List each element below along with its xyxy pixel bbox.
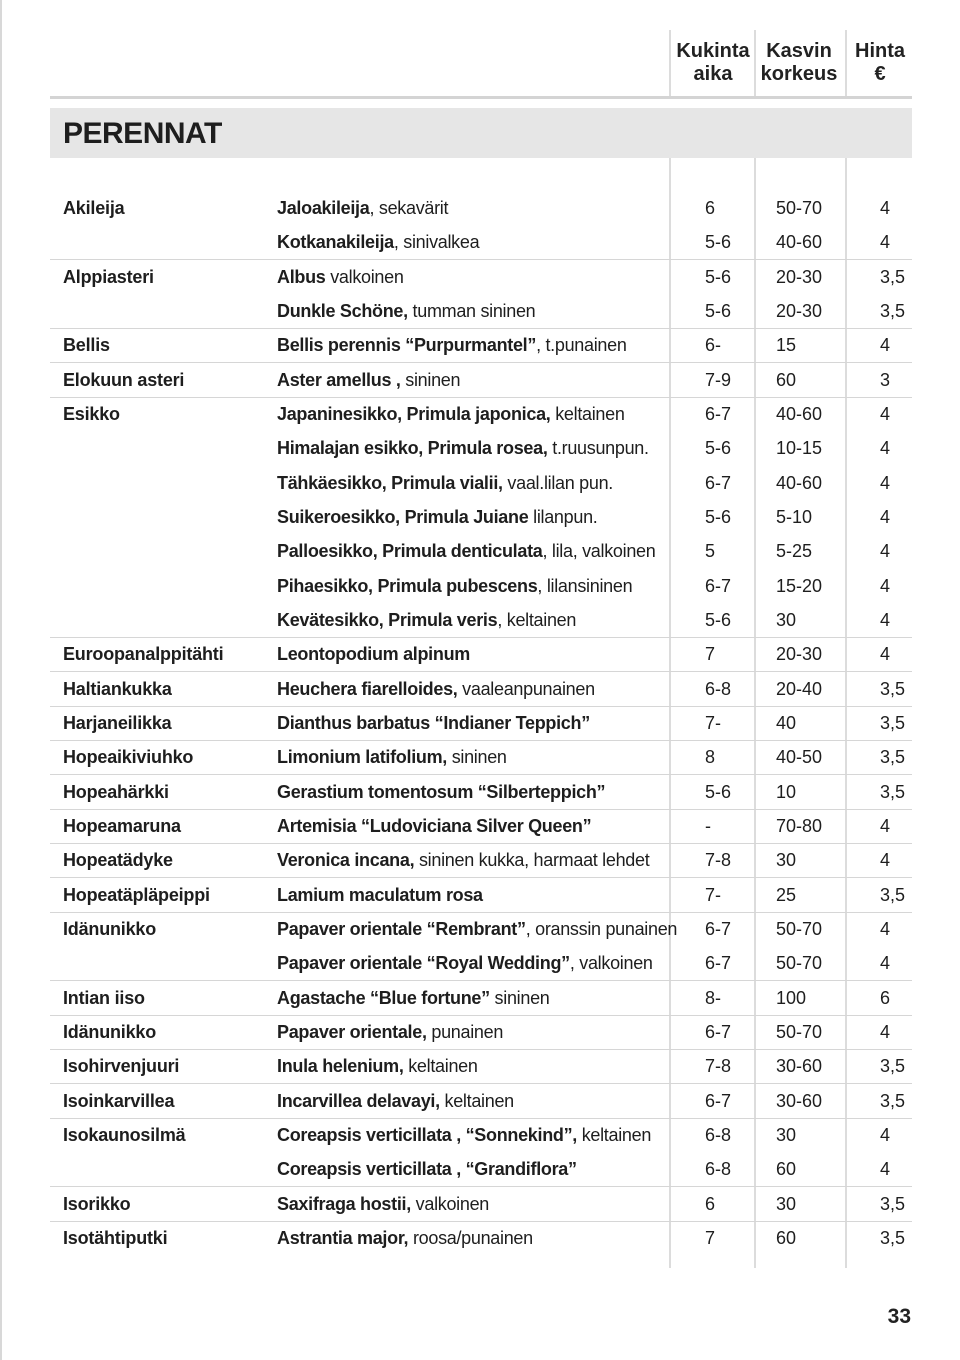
plant-height: 25 xyxy=(776,884,797,905)
plant-common-name: Elokuun asteri xyxy=(63,369,185,390)
plant-height: 40-50 xyxy=(776,747,823,768)
plant-variety: Dunkle Schöne, xyxy=(277,300,408,321)
price: 4 xyxy=(880,1124,891,1145)
plant-height: 15-20 xyxy=(776,575,823,596)
plant-variety: Gerastium tomentosum “Silberteppich” xyxy=(277,781,606,802)
bloom-time: 8 xyxy=(705,747,716,768)
price: 4 xyxy=(880,232,891,253)
plant-variety: Artemisia “Ludoviciana Silver Queen” xyxy=(277,815,592,836)
bloom-time: 5-6 xyxy=(705,438,732,459)
plant-common-name: Alppiasteri xyxy=(63,266,154,287)
plant-description xyxy=(277,225,479,259)
table-row xyxy=(50,878,912,913)
price: 4 xyxy=(880,1159,891,1180)
price: 4 xyxy=(880,403,891,424)
plant-description xyxy=(277,1221,533,1255)
price: 3,5 xyxy=(880,678,906,699)
column-header-height-line1: Kasvin xyxy=(766,40,832,62)
bloom-time: 6-7 xyxy=(705,1021,732,1042)
plant-variety: Palloesikko, Primula denticulata xyxy=(277,541,543,562)
plant-common-name: Hopeatäpläpeippi xyxy=(63,884,210,905)
plant-variety: Papaver orientale, xyxy=(277,1021,427,1042)
plant-description xyxy=(277,775,605,809)
plant-height: 60 xyxy=(776,1159,797,1180)
plant-detail: vaal.lilan pun. xyxy=(502,472,613,493)
table-row xyxy=(50,191,912,225)
plant-description xyxy=(277,397,625,431)
price: 3,5 xyxy=(880,300,906,321)
price: 3,5 xyxy=(880,712,906,733)
plant-common-name: Euroopanalppitähti xyxy=(63,644,224,665)
plant-variety: Aster amellus , xyxy=(277,369,401,390)
plant-height: 60 xyxy=(776,369,797,390)
bloom-time: 6 xyxy=(705,1193,716,1214)
plant-description xyxy=(277,981,550,1015)
table-row xyxy=(50,1049,912,1084)
plant-common-name: Isohirvenjuuri xyxy=(63,1056,180,1077)
plant-description xyxy=(277,328,627,362)
plant-variety: Saxifraga hostii, xyxy=(277,1193,411,1214)
plant-common-name: Isoinkarvillea xyxy=(63,1090,175,1111)
plant-height: 100 xyxy=(776,987,807,1008)
bloom-time: 6-8 xyxy=(705,1124,732,1145)
price: 3,5 xyxy=(880,884,906,905)
plant-height: 30-60 xyxy=(776,1056,823,1077)
price: 4 xyxy=(880,1021,891,1042)
table-row xyxy=(50,912,912,946)
plant-description xyxy=(277,740,507,774)
plant-common-name: Idänunikko xyxy=(63,1021,157,1042)
plant-variety: Veronica incana, xyxy=(277,850,415,871)
table-row xyxy=(50,981,912,1016)
plant-variety: Kotkanakileija xyxy=(277,232,394,253)
plant-detail: , sekavärit xyxy=(369,198,449,218)
bloom-time: 5-6 xyxy=(705,506,732,527)
section-title: PERENNAT xyxy=(63,117,222,150)
bloom-time: 6-8 xyxy=(705,1159,732,1180)
table-row xyxy=(50,363,912,398)
plant-common-name: Bellis xyxy=(63,335,110,356)
plant-variety: Papaver orientale “Royal Wedding” xyxy=(277,953,570,974)
plant-height: 30 xyxy=(776,1124,797,1145)
price: 4 xyxy=(880,335,891,356)
price: 3,5 xyxy=(880,1090,906,1111)
price: 4 xyxy=(880,472,891,493)
column-header-price xyxy=(846,40,914,86)
price: 4 xyxy=(880,506,891,527)
plant-detail: , lilansininen xyxy=(537,575,633,596)
plant-detail: valkoinen xyxy=(410,1193,490,1214)
plant-description xyxy=(277,946,653,980)
plant-description xyxy=(277,706,590,740)
bloom-time: 7 xyxy=(705,644,716,665)
plant-description xyxy=(277,1187,489,1221)
table-row xyxy=(50,706,912,741)
table-row xyxy=(50,946,912,981)
plant-height: 20-30 xyxy=(776,644,823,665)
table-row xyxy=(50,466,912,500)
page-number: 33 xyxy=(887,1305,911,1328)
plant-description xyxy=(277,1015,503,1049)
bloom-time: - xyxy=(705,815,711,836)
plant-description xyxy=(277,569,632,603)
plant-detail: , valkoinen xyxy=(569,953,653,974)
bloom-time: 6-7 xyxy=(705,472,732,493)
plant-description xyxy=(277,809,591,843)
plant-common-name: Isokaunosilmä xyxy=(63,1124,186,1145)
bloom-time: 8- xyxy=(705,987,722,1008)
plant-detail: roosa/punainen xyxy=(408,1227,533,1248)
plant-height: 20-30 xyxy=(776,300,823,321)
plant-description xyxy=(277,260,404,294)
plant-description xyxy=(277,878,483,912)
plant-detail: valkoinen xyxy=(325,266,404,287)
bloom-time: 6- xyxy=(705,335,722,356)
plant-description xyxy=(277,912,677,946)
table-row xyxy=(50,1084,912,1119)
plant-common-name: Intian iiso xyxy=(63,987,145,1008)
plant-description xyxy=(277,534,655,568)
plant-variety: Astrantia major, xyxy=(277,1227,409,1248)
table-row xyxy=(50,637,912,672)
bloom-time: 7- xyxy=(705,884,722,905)
plant-description xyxy=(277,500,597,534)
bloom-time: 6-7 xyxy=(705,953,732,974)
plant-height: 50-70 xyxy=(776,953,823,974)
price: 3,5 xyxy=(880,1227,906,1248)
price: 4 xyxy=(880,438,891,459)
price: 4 xyxy=(880,850,891,871)
plant-height: 20-30 xyxy=(776,266,823,287)
bloom-time: 5-6 xyxy=(705,266,732,287)
plant-variety: Coreapsis verticillata , “Grandiflora” xyxy=(277,1159,577,1180)
plant-variety: Suikeroesikko, Primula Juiane xyxy=(277,506,529,527)
plant-height: 5-10 xyxy=(776,506,813,527)
plant-height: 5-25 xyxy=(776,541,813,562)
plant-height: 30 xyxy=(776,609,797,630)
price: 6 xyxy=(880,987,891,1008)
plant-common-name: Akileija xyxy=(63,198,125,218)
plant-detail: keltainen xyxy=(577,1124,652,1145)
plant-detail: , t.punainen xyxy=(536,335,627,356)
plant-detail: sininen xyxy=(400,369,461,390)
plant-height: 10 xyxy=(776,781,797,802)
plant-description xyxy=(277,1049,478,1083)
plant-common-name: Haltiankukka xyxy=(63,678,172,699)
plant-detail: sininen xyxy=(489,987,550,1008)
plant-detail: , oranssin punainen xyxy=(525,918,678,939)
plant-common-name: Hopeamaruna xyxy=(63,815,181,836)
plant-common-name: Hopeatädyke xyxy=(63,850,173,871)
column-header-price-line1: Hinta xyxy=(855,40,905,62)
bloom-time: 5-6 xyxy=(705,609,732,630)
plant-height: 20-40 xyxy=(776,678,823,699)
plant-detail: tumman sininen xyxy=(407,300,536,321)
bloom-time: 6-7 xyxy=(705,918,732,939)
plant-variety: Limonium latifolium, xyxy=(277,747,447,768)
price: 4 xyxy=(880,815,891,836)
bloom-time: 6 xyxy=(705,198,716,218)
plant-description xyxy=(277,1084,514,1118)
plant-detail: , lila, valkoinen xyxy=(542,541,656,562)
bloom-time: 5-6 xyxy=(705,232,732,253)
table-row xyxy=(50,1152,912,1187)
plant-description xyxy=(277,294,535,328)
price: 4 xyxy=(880,575,891,596)
plant-detail: t.ruusunpun. xyxy=(547,438,649,459)
column-header-bloom-line1: Kukinta xyxy=(676,40,750,62)
plant-variety: Jaloakileija xyxy=(277,198,370,218)
plant-common-name: Isotähtiputki xyxy=(63,1227,168,1248)
bloom-time: 7-8 xyxy=(705,1056,732,1077)
plant-variety: Inula helenium, xyxy=(277,1056,404,1077)
plant-height: 50-70 xyxy=(776,1021,823,1042)
bloom-time: 5-6 xyxy=(705,781,732,802)
page-edge xyxy=(0,0,2,1360)
plant-detail: keltainen xyxy=(550,403,625,424)
plant-common-name: Esikko xyxy=(63,403,120,424)
plant-height: 70-80 xyxy=(776,815,823,836)
plant-variety: Coreapsis verticillata , “Sonnekind”, xyxy=(277,1124,577,1145)
plant-detail: punainen xyxy=(426,1021,504,1042)
plant-detail: keltainen xyxy=(439,1090,514,1111)
price: 3,5 xyxy=(880,1056,906,1077)
table-row xyxy=(50,843,912,878)
plant-description xyxy=(277,363,460,397)
price: 4 xyxy=(880,541,891,562)
plant-detail: vaaleanpunainen xyxy=(457,678,595,699)
plant-description xyxy=(277,672,595,706)
table-row xyxy=(50,672,912,707)
table-row xyxy=(50,603,912,638)
column-header-height-line2: korkeus xyxy=(760,63,838,85)
plant-detail: lilanpun. xyxy=(528,506,598,527)
plant-height: 50-70 xyxy=(776,918,823,939)
bloom-time: 5 xyxy=(705,541,716,562)
bloom-time: 6-7 xyxy=(705,1090,732,1111)
plant-variety: Leontopodium alpinum xyxy=(277,644,470,665)
plant-variety: Agastache “Blue fortune” xyxy=(277,987,490,1008)
plant-description xyxy=(277,637,470,671)
plant-detail: , keltainen xyxy=(497,609,577,630)
bloom-time: 6-7 xyxy=(705,575,732,596)
price: 3,5 xyxy=(880,1193,906,1214)
plant-variety: Heuchera fiarelloides, xyxy=(277,678,458,699)
header-rule xyxy=(50,96,912,99)
column-header-price-line2: € xyxy=(874,63,886,85)
plant-common-name: Harjaneilikka xyxy=(63,712,172,733)
price: 4 xyxy=(880,918,891,939)
price: 3 xyxy=(880,369,891,390)
plant-description xyxy=(277,603,576,637)
plant-height: 40-60 xyxy=(776,403,823,424)
table-row xyxy=(50,431,912,465)
plant-description xyxy=(277,191,448,225)
table-row xyxy=(50,397,912,431)
price: 3,5 xyxy=(880,266,906,287)
table-row xyxy=(50,809,912,844)
table-row xyxy=(50,740,912,775)
plant-description xyxy=(277,843,649,877)
column-divider xyxy=(669,30,671,98)
plant-height: 60 xyxy=(776,1227,797,1248)
plant-variety: Dianthus barbatus “Indianer Teppich” xyxy=(277,712,590,733)
price: 4 xyxy=(880,609,891,630)
price: 4 xyxy=(880,198,891,218)
plant-variety: Japaninesikko, Primula japonica, xyxy=(277,403,551,424)
bloom-time: 7-8 xyxy=(705,850,732,871)
table-row xyxy=(50,260,912,294)
price: 3,5 xyxy=(880,781,906,802)
plant-variety: Albus xyxy=(277,266,326,287)
plant-variety: Lamium maculatum rosa xyxy=(277,884,483,905)
bloom-time: 6-8 xyxy=(705,678,732,699)
plant-variety: Incarvillea delavayi, xyxy=(277,1090,440,1111)
table-row xyxy=(50,569,912,603)
column-divider xyxy=(845,30,847,98)
price: 4 xyxy=(880,953,891,974)
plant-common-name: Idänunikko xyxy=(63,918,157,939)
plant-variety: Pihaesikko, Primula pubescens xyxy=(277,575,538,596)
plant-description xyxy=(277,1152,577,1186)
plant-height: 30-60 xyxy=(776,1090,823,1111)
plant-description xyxy=(277,1118,651,1152)
plant-variety: Himalajan esikko, Primula rosea, xyxy=(277,438,548,459)
plant-height: 50-70 xyxy=(776,198,823,218)
plant-detail: sininen xyxy=(447,747,507,768)
bloom-time: 7 xyxy=(705,1227,716,1248)
bloom-time: 5-6 xyxy=(705,300,732,321)
plant-detail: keltainen xyxy=(403,1056,478,1077)
plant-height: 40-60 xyxy=(776,472,823,493)
column-header-bloom-line2: aika xyxy=(693,63,733,85)
plant-height: 30 xyxy=(776,850,797,871)
column-divider xyxy=(754,30,756,98)
plant-common-name: Isorikko xyxy=(63,1193,131,1214)
plant-common-name: Hopeaikiviuhko xyxy=(63,747,194,768)
table-row xyxy=(50,1221,912,1255)
table-row xyxy=(50,775,912,810)
plant-variety: Papaver orientale “Rembrant” xyxy=(277,918,526,939)
table-row xyxy=(50,1015,912,1050)
table-row xyxy=(50,500,912,534)
price: 3,5 xyxy=(880,747,906,768)
table-row xyxy=(50,294,912,329)
price: 4 xyxy=(880,644,891,665)
column-header-height xyxy=(756,40,842,86)
table-row xyxy=(50,1118,912,1152)
plant-description xyxy=(277,466,613,500)
plant-height: 40-60 xyxy=(776,232,823,253)
plant-detail: , sinivalkea xyxy=(393,232,480,253)
bloom-time: 7- xyxy=(705,712,722,733)
column-header-bloom xyxy=(672,40,754,86)
table-row xyxy=(50,225,912,260)
table-row xyxy=(50,534,912,568)
plant-description xyxy=(277,431,649,465)
table-row xyxy=(50,1187,912,1222)
bloom-time: 6-7 xyxy=(705,403,732,424)
plant-height: 10-15 xyxy=(776,438,823,459)
plant-variety: Bellis perennis “Purpurmantel” xyxy=(277,335,537,356)
plant-variety: Tähkäesikko, Primula vialii, xyxy=(277,472,503,493)
plant-detail: sininen kukka, harmaat lehdet xyxy=(414,850,650,871)
plant-height: 30 xyxy=(776,1193,797,1214)
bloom-time: 7-9 xyxy=(705,369,732,390)
plant-common-name: Hopeahärkki xyxy=(63,781,169,802)
plant-height: 40 xyxy=(776,712,797,733)
plant-height: 15 xyxy=(776,335,797,356)
table-row xyxy=(50,328,912,363)
plant-variety: Kevätesikko, Primula veris xyxy=(277,609,498,630)
